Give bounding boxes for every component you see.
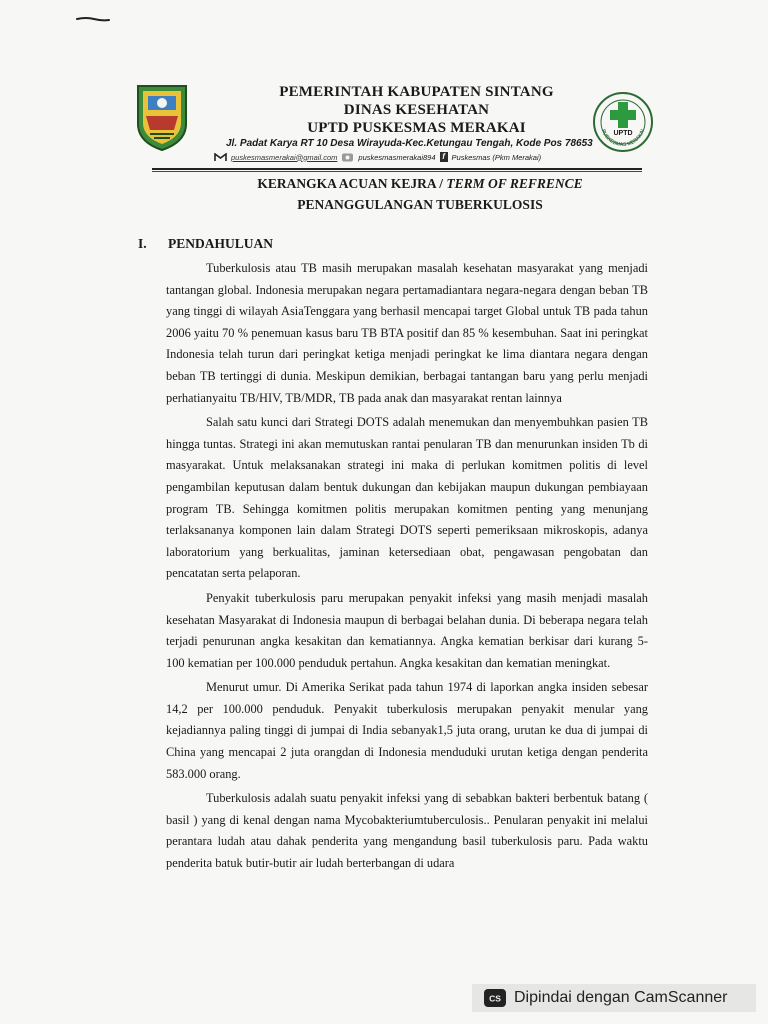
letterhead-address: Jl. Padat Karya RT 10 Desa Wirayuda-Kec.Ketungau Tengah, Kode Pos 78653 (226, 138, 593, 149)
document-subtitle: PENANGGULANGAN TUBERKULOSIS (297, 197, 543, 212)
letterhead-divider-thin (152, 171, 642, 172)
camscanner-label: Dipindai dengan CamScanner (514, 989, 728, 1006)
letterhead-department-line: DINAS KESEHATAN (343, 102, 490, 118)
document-title-main: KERANGKA ACUAN KEJRA / (257, 176, 447, 191)
logo-ring-text: PUSKESMAS MERAKAI (599, 128, 647, 149)
letterhead-contacts (214, 152, 541, 162)
paragraph: Tuberkulosis adalah suatu penyakit infeksi yang di sebabkan bakteri berbentuk batang ( basil ) yang di kenal dengan nama Mycobakteriumtuberculosis.. Penularan penyakit ini melalui perantara ludah atau dahak penderita yang mengandung basil tuberkulosis paru. Pada waktu penderita batuk butir-butir air ludah berterbangan di udara (166, 791, 648, 871)
camscanner-logo-text: CS (489, 993, 501, 1004)
paragraph: Penyakit tuberkulosis paru merupakan penyakit infeksi yang masih menjadi masalah kesehatan Masyarakat di Indonesia maupun di berbagai belahan dunia. Di beberapa negara telah terjadi penurunan angka kesakitan dan kematiannya. Angka kematian berkisar dari kurang 5- 100 kematian per 100.000 penduduk pertahun. Angka kesakitan dan kematian meningkat. (166, 590, 648, 670)
camscanner-logo-icon (484, 989, 506, 1007)
letterhead-divider-thick (152, 168, 642, 170)
mail-icon (214, 153, 227, 162)
letterhead-government-line: PEMERINTAH KABUPATEN SINTANG (279, 84, 554, 100)
paragraph: Tuberkulosis atau TB masih merupakan masalah kesehatan masyarakat yang menjadi tantangan global. Indonesia merupakan negara pertamadiantara negara-negara dengan beban TB yang tinggi di wilayah AsiaTenggara yang berhasil mencapai target Global untuk TB pada tahun 2006 yaitu 70 % penemuan kasus baru TB BTA positif dan 85 % kesembuhan. Saat ini peringkat Indonesia telah turun dari peringkat ketiga menjadi peringkat ke lima diantara negara dengan beban TB tertinggi di dunia. Meskipun demikian, berbagai tantangan baru yang perlu menjadi perhatianyaitu TB/HIV, TB/MDR, TB pada anak dan masyarakat rentan lainnya (166, 261, 648, 405)
instagram-icon (341, 153, 354, 162)
facebook-icon: f (440, 152, 448, 162)
logo-uptd-label: UPTD (613, 130, 633, 137)
paragraph: Salah satu kunci dari Strategi DOTS adalah menemukan dan menyembuhkan pasien TB hingga tuntas. Strategi ini akan memutuskan rantai penularan TB dan menurunkan insiden Tb di masyarakat. Untuk melaksanakan strategi ini maka di perlukan komitmen politis di level pengambilan keputusan dalam bentuk dukungan dan kebijakan maupun dukungan pembiayaan program TB. Sehingga komitmen politis merupakan komitmen penting yang menunjang terlaksananya komponen lain dalam Strategi DOTS seperti pemeriksaan mikroskopis, adanya laboratorium yang berkualitas, jaminan ketersediaan obat, pengawasan pengobatan dan pencatatan serta pelaporan. (166, 415, 648, 581)
section-number: I. (138, 236, 147, 251)
letterhead-facebook: Puskesmas (Pkm Merakai) (451, 152, 542, 162)
paragraph: Menurut umur. Di Amerika Serikat pada tahun 1974 di laporkan angka insiden sebesar 14,2 per 100.000 penduduk. Penyakit tuberkulosis merupakan penyakit menular yang kejadiannya paling tinggi di jumpai di India sebanyak1,5 juta orang, urutan ke dua di jumpai di China yang mencapai 2 juta orangdan di Indonesia menduduki urutan ketiga dengan penderita 583.000 orang. (166, 680, 648, 781)
letterhead (130, 78, 655, 170)
letterhead-email: puskesmasmerakai@gmail.com (231, 152, 338, 162)
letterhead-unit-line: UPTD PUSKESMAS MERAKAI (307, 120, 526, 136)
document-title-italic: TERM OF REFRENCE (446, 176, 583, 191)
body-text (166, 258, 648, 875)
section-heading: PENDAHULUAN (168, 236, 274, 251)
puskesmas-cross-icon (591, 90, 655, 154)
camscanner-watermark (472, 984, 756, 1012)
document-title (120, 176, 720, 192)
uptd-puskesmas-logo (591, 90, 655, 154)
letterhead-instagram: puskesmasmerakai894 (358, 152, 436, 162)
pen-stroke-mark (76, 16, 110, 22)
